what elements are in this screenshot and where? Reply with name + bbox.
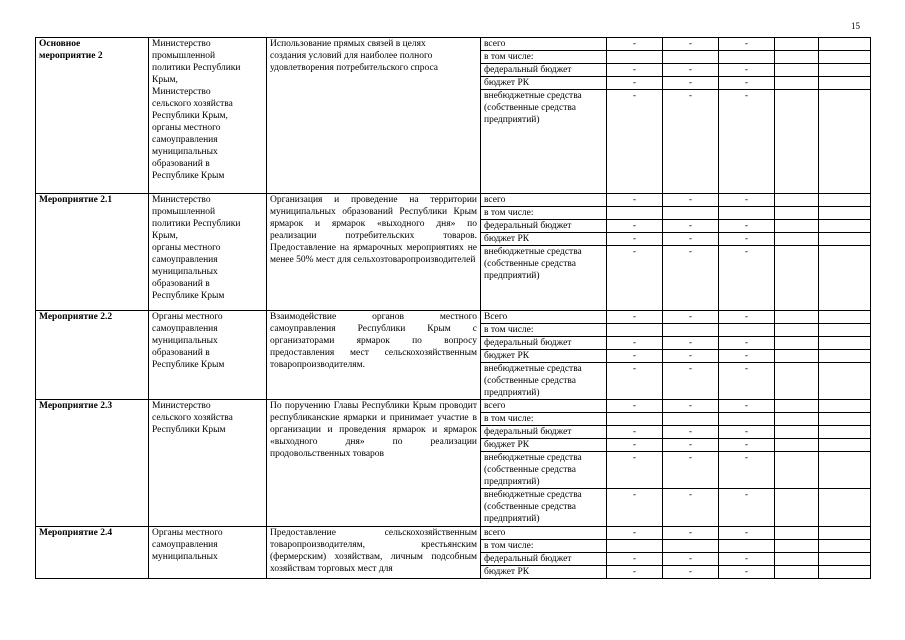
- value-cell: [819, 553, 871, 566]
- funding-source-cell: бюджет РК: [481, 77, 607, 90]
- value-cell: [775, 566, 819, 579]
- value-cell: -: [607, 452, 663, 489]
- table-row: [36, 311, 871, 324]
- value-cell: -: [607, 337, 663, 350]
- value-cell: -: [663, 233, 719, 246]
- table-row: [36, 38, 871, 51]
- value-cell: -: [607, 194, 663, 207]
- funding-source-cell: федеральный бюджет: [481, 64, 607, 77]
- executor-cell: Органы местного самоуправления муниципальных образований в Республике Крым: [149, 311, 267, 400]
- value-cell: [819, 311, 871, 324]
- value-cell: -: [719, 350, 775, 363]
- value-cell: -: [663, 38, 719, 51]
- value-cell: [819, 194, 871, 207]
- value-cell: -: [663, 452, 719, 489]
- description-cell: По поручению Главы Республики Крым проводит республиканские ярмарки и принимает участие в организации и проведения ярмарок и ярмарок «выходного дня» по реализации продовольственных товаров: [267, 400, 481, 527]
- page-number: 15: [851, 21, 860, 31]
- funding-source-cell: всего: [481, 38, 607, 51]
- funding-source-cell: в том числе:: [481, 413, 607, 426]
- value-cell: -: [719, 220, 775, 233]
- value-cell: -: [663, 489, 719, 527]
- value-cell: [819, 452, 871, 489]
- value-cell: [775, 350, 819, 363]
- value-cell: -: [663, 553, 719, 566]
- value-cell: -: [719, 77, 775, 90]
- value-cell: [775, 426, 819, 439]
- funding-source-cell: внебюджетные средства (собственные средства предприятий): [481, 489, 607, 527]
- value-cell: [775, 439, 819, 452]
- funding-source-cell: внебюджетные средства (собственные средства предприятий): [481, 90, 607, 194]
- value-cell: -: [607, 246, 663, 311]
- executor-cell: Министерство промышленной политики Республики Крым, органы местного самоуправления муниципальных образований в Республике Крым: [149, 194, 267, 311]
- value-cell: -: [719, 439, 775, 452]
- value-cell: -: [607, 311, 663, 324]
- value-cell: -: [719, 311, 775, 324]
- value-cell: -: [607, 350, 663, 363]
- value-cell: -: [719, 426, 775, 439]
- value-cell: -: [663, 400, 719, 413]
- value-cell: -: [719, 553, 775, 566]
- value-cell: -: [719, 452, 775, 489]
- funding-source-cell: федеральный бюджет: [481, 337, 607, 350]
- value-cell: -: [719, 90, 775, 194]
- table-row: [36, 400, 871, 413]
- value-cell: [607, 413, 663, 426]
- value-cell: [819, 350, 871, 363]
- value-cell: -: [719, 246, 775, 311]
- value-cell: [819, 540, 871, 553]
- value-cell: -: [719, 233, 775, 246]
- value-cell: -: [607, 527, 663, 540]
- value-cell: [775, 413, 819, 426]
- value-cell: [819, 38, 871, 51]
- value-cell: [775, 337, 819, 350]
- value-cell: [819, 207, 871, 220]
- value-cell: -: [663, 337, 719, 350]
- value-cell: [663, 324, 719, 337]
- value-cell: -: [607, 363, 663, 400]
- value-cell: [775, 553, 819, 566]
- value-cell: [775, 400, 819, 413]
- table-row: [36, 527, 871, 540]
- value-cell: -: [663, 527, 719, 540]
- executor-cell: Органы местного самоуправления муниципальных: [149, 527, 267, 579]
- funding-source-cell: внебюджетные средства (собственные средства предприятий): [481, 246, 607, 311]
- value-cell: -: [607, 439, 663, 452]
- value-cell: [775, 64, 819, 77]
- value-cell: [775, 363, 819, 400]
- value-cell: [819, 363, 871, 400]
- description-cell: Использование прямых связей в целях создания условий для наиболее полного удовлетворения потребительского спроса: [267, 38, 481, 194]
- value-cell: [607, 324, 663, 337]
- value-cell: [819, 566, 871, 579]
- value-cell: [775, 194, 819, 207]
- value-cell: [819, 64, 871, 77]
- value-cell: [819, 337, 871, 350]
- value-cell: -: [719, 400, 775, 413]
- value-cell: -: [719, 527, 775, 540]
- value-cell: -: [719, 489, 775, 527]
- funding-source-cell: в том числе:: [481, 324, 607, 337]
- value-cell: -: [607, 400, 663, 413]
- value-cell: [607, 51, 663, 64]
- funding-source-cell: в том числе:: [481, 540, 607, 553]
- funding-source-cell: бюджет РК: [481, 350, 607, 363]
- value-cell: -: [719, 337, 775, 350]
- funding-source-cell: бюджет РК: [481, 566, 607, 579]
- value-cell: -: [607, 553, 663, 566]
- description-cell: Организация и проведение на территории муниципальных образований Республики Крым ярмарок и ярмарок «выходного дня» по реализации потребительских товаров. Предоставление на ярмарочных мероприятиях не менее 50% мест для сельхозтоваропроизводителей: [267, 194, 481, 311]
- value-cell: -: [663, 350, 719, 363]
- value-cell: -: [663, 194, 719, 207]
- value-cell: [819, 90, 871, 194]
- measures-table: [35, 37, 871, 579]
- value-cell: [663, 51, 719, 64]
- value-cell: -: [607, 426, 663, 439]
- value-cell: [775, 311, 819, 324]
- value-cell: -: [607, 77, 663, 90]
- funding-source-cell: в том числе:: [481, 51, 607, 64]
- funding-source-cell: внебюджетные средства (собственные средства предприятий): [481, 452, 607, 489]
- value-cell: [819, 77, 871, 90]
- measure-code: Мероприятие 2.3: [36, 400, 149, 527]
- value-cell: [819, 324, 871, 337]
- value-cell: [719, 540, 775, 553]
- value-cell: -: [719, 64, 775, 77]
- value-cell: -: [607, 220, 663, 233]
- value-cell: [719, 413, 775, 426]
- measure-code: Основное мероприятие 2: [36, 38, 149, 194]
- value-cell: [775, 207, 819, 220]
- value-cell: -: [663, 426, 719, 439]
- value-cell: -: [663, 77, 719, 90]
- description-cell: Предоставление сельскохозяйственным товаропроизводителям, крестьянским (фермерским) хозяйствам, личным подсобным хозяйствам торговых мест для: [267, 527, 481, 579]
- value-cell: [819, 51, 871, 64]
- value-cell: [819, 489, 871, 527]
- value-cell: -: [663, 90, 719, 194]
- funding-source-cell: федеральный бюджет: [481, 553, 607, 566]
- value-cell: [819, 233, 871, 246]
- value-cell: [819, 439, 871, 452]
- value-cell: -: [663, 439, 719, 452]
- funding-source-cell: в том числе:: [481, 207, 607, 220]
- value-cell: [775, 452, 819, 489]
- value-cell: -: [607, 64, 663, 77]
- description-cell: Взаимодействие органов местного самоуправления Республики Крым с организаторами ярмарок по вопросу предоставления мест сельскохозяйственным товаропроизводителям.: [267, 311, 481, 400]
- value-cell: [775, 324, 819, 337]
- value-cell: -: [663, 246, 719, 311]
- value-cell: [775, 246, 819, 311]
- executor-cell: Министерство сельского хозяйства Республики Крым: [149, 400, 267, 527]
- value-cell: [819, 220, 871, 233]
- funding-source-cell: бюджет РК: [481, 439, 607, 452]
- value-cell: -: [719, 566, 775, 579]
- value-cell: [775, 77, 819, 90]
- value-cell: -: [719, 363, 775, 400]
- value-cell: -: [719, 38, 775, 51]
- value-cell: -: [607, 566, 663, 579]
- value-cell: [775, 38, 819, 51]
- value-cell: -: [607, 38, 663, 51]
- value-cell: [719, 207, 775, 220]
- value-cell: [607, 207, 663, 220]
- value-cell: -: [663, 566, 719, 579]
- value-cell: [607, 540, 663, 553]
- value-cell: [663, 207, 719, 220]
- measure-code: Мероприятие 2.2: [36, 311, 149, 400]
- value-cell: -: [663, 363, 719, 400]
- measure-code: Мероприятие 2.4: [36, 527, 149, 579]
- value-cell: [775, 527, 819, 540]
- value-cell: -: [607, 90, 663, 194]
- value-cell: [775, 90, 819, 194]
- funding-source-cell: бюджет РК: [481, 233, 607, 246]
- funding-source-cell: всего: [481, 400, 607, 413]
- value-cell: [819, 527, 871, 540]
- funding-source-cell: всего: [481, 527, 607, 540]
- value-cell: [819, 413, 871, 426]
- funding-source-cell: внебюджетные средства (собственные средства предприятий): [481, 363, 607, 400]
- value-cell: [819, 400, 871, 413]
- value-cell: [719, 51, 775, 64]
- value-cell: [663, 413, 719, 426]
- table-row: [36, 194, 871, 207]
- value-cell: -: [607, 233, 663, 246]
- funding-source-cell: федеральный бюджет: [481, 220, 607, 233]
- value-cell: -: [607, 489, 663, 527]
- measures-table-body: [36, 38, 871, 579]
- value-cell: [819, 246, 871, 311]
- value-cell: -: [663, 311, 719, 324]
- value-cell: [775, 220, 819, 233]
- value-cell: [719, 324, 775, 337]
- funding-source-cell: федеральный бюджет: [481, 426, 607, 439]
- value-cell: -: [663, 64, 719, 77]
- value-cell: [775, 540, 819, 553]
- value-cell: [775, 51, 819, 64]
- value-cell: [819, 426, 871, 439]
- value-cell: -: [663, 220, 719, 233]
- value-cell: [775, 489, 819, 527]
- value-cell: [775, 233, 819, 246]
- value-cell: [663, 540, 719, 553]
- executor-cell: Министерство промышленной политики Республики Крым, Министерство сельского хозяйства Республики Крым, органы местного самоуправления муниципальных образований в Республике Крым: [149, 38, 267, 194]
- funding-source-cell: всего: [481, 194, 607, 207]
- funding-source-cell: Всего: [481, 311, 607, 324]
- value-cell: -: [719, 194, 775, 207]
- measure-code: Мероприятие 2.1: [36, 194, 149, 311]
